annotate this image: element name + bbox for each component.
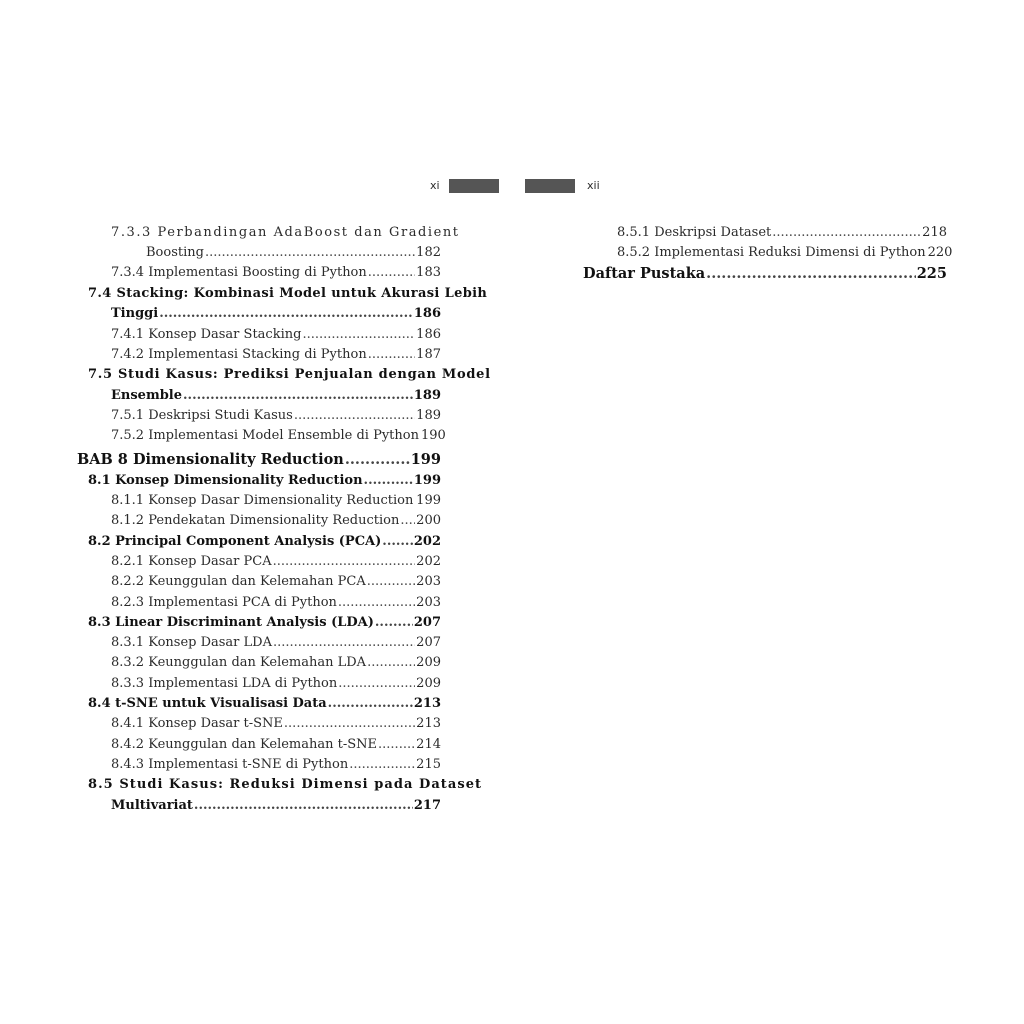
- leader-dots: [364, 473, 413, 488]
- leader-dots: [183, 388, 413, 403]
- toc-entry-8-5-cont[interactable]: [111, 798, 441, 813]
- toc-page: 190: [420, 428, 446, 443]
- toc-page: 187: [416, 347, 441, 362]
- toc-label: Boosting: [146, 245, 204, 260]
- toc-entry-8-1-1[interactable]: [111, 493, 441, 508]
- leader-dots: [273, 554, 416, 569]
- toc-entry-7-4-1[interactable]: [111, 327, 441, 342]
- toc-page: 183: [416, 265, 441, 280]
- right-header-bar: [525, 179, 575, 193]
- toc-label: 8.2.2 Keunggulan dan Kelemahan PCA: [111, 574, 366, 589]
- toc-label: 8.4 t-SNE untuk Visualisasi Data: [88, 696, 327, 711]
- leader-dots: [378, 737, 415, 752]
- toc-entry-7-3-4[interactable]: [111, 265, 441, 280]
- leader-dots: [345, 451, 410, 468]
- left-header-bar: [449, 179, 499, 193]
- toc-label: 8.3.2 Keunggulan dan Kelemahan LDA: [111, 655, 367, 670]
- toc-chapter-daftar-pustaka[interactable]: [583, 265, 947, 282]
- toc-page: 203: [416, 595, 441, 610]
- leader-dots: [338, 676, 415, 691]
- toc-label: 7.5.2 Implementasi Model Ensemble di Python: [111, 428, 419, 443]
- left-page-number: xi: [430, 179, 440, 192]
- toc-entry-8-4[interactable]: [88, 696, 441, 711]
- leader-dots: [349, 757, 415, 772]
- toc-label: Tinggi: [111, 306, 159, 321]
- leader-dots: [414, 493, 415, 508]
- toc-entry-7-5-1[interactable]: [111, 408, 441, 423]
- leader-dots: [205, 245, 415, 260]
- toc-label: Ensemble: [111, 388, 183, 403]
- toc-entry-8-2-1[interactable]: [111, 554, 441, 569]
- leader-dots: [368, 347, 415, 362]
- toc-page: 202: [413, 534, 441, 549]
- toc-entry-7-4[interactable]: 7.4 Stacking: Kombinasi Model untuk Akurasi Lebih: [88, 286, 488, 301]
- toc-label: 8.1.1 Konsep Dasar Dimensionality Reduction: [111, 493, 414, 508]
- toc-chapter-bab-8[interactable]: [77, 451, 441, 468]
- toc-label: 8.5.2 Implementasi Reduksi Dimensi di Python: [617, 245, 926, 260]
- leader-dots: [772, 225, 921, 240]
- toc-label: 8.2.1 Konsep Dasar PCA: [111, 554, 272, 569]
- toc-entry-8-2[interactable]: [88, 534, 441, 549]
- leader-dots: [284, 716, 415, 731]
- toc-page: 217: [413, 798, 441, 813]
- toc-entry-8-1-2[interactable]: [111, 513, 441, 528]
- toc-page: 207: [416, 635, 441, 650]
- toc-label: 8.4.1 Konsep Dasar t-SNE: [111, 716, 283, 731]
- toc-page: 209: [416, 676, 441, 691]
- toc-entry-8-2-2[interactable]: [111, 574, 441, 589]
- toc-page: 215: [416, 757, 441, 772]
- toc-label: 8.3.3 Implementasi LDA di Python: [111, 676, 338, 691]
- toc-label: 7.5.1 Deskripsi Studi Kasus: [111, 408, 293, 423]
- toc-label: Daftar Pustaka: [583, 265, 706, 282]
- toc-page: 189: [416, 408, 441, 423]
- toc-page: 189: [413, 388, 441, 403]
- toc-page: 218: [922, 225, 947, 240]
- toc-page: 199: [413, 473, 441, 488]
- toc-page: 200: [416, 513, 441, 528]
- toc-label: 8.1.2 Pendekatan Dimensionality Reduction: [111, 513, 400, 528]
- leader-dots: [368, 265, 415, 280]
- leader-dots: [338, 595, 415, 610]
- leader-dots: [375, 615, 413, 630]
- toc-label: 8.2 Principal Component Analysis (PCA): [88, 534, 382, 549]
- toc-entry-8-1[interactable]: [88, 473, 441, 488]
- leader-dots: [367, 574, 415, 589]
- toc-label: 8.5.1 Deskripsi Dataset: [617, 225, 772, 240]
- toc-page: 220: [927, 245, 953, 260]
- toc-label: 8.3 Linear Discriminant Analysis (LDA): [88, 615, 374, 630]
- leader-dots: [328, 696, 413, 711]
- toc-label: 7.4.1 Konsep Dasar Stacking: [111, 327, 302, 342]
- leader-dots: [194, 798, 413, 813]
- toc-entry-8-3-1[interactable]: [111, 635, 441, 650]
- toc-entry-8-5-2[interactable]: [617, 245, 953, 260]
- toc-page: 209: [416, 655, 441, 670]
- toc-page: 203: [416, 574, 441, 589]
- toc-entry-7-5[interactable]: 7.5 Studi Kasus: Prediksi Penjualan dengan Model: [88, 367, 491, 382]
- toc-page: 225: [916, 265, 947, 282]
- leader-dots: [294, 408, 415, 423]
- toc-page: 214: [416, 737, 441, 752]
- toc-entry-8-5-1[interactable]: [617, 225, 947, 240]
- toc-page: 207: [413, 615, 441, 630]
- toc-entry-7-5-cont[interactable]: [111, 388, 441, 403]
- toc-label: 8.3.1 Konsep Dasar LDA: [111, 635, 272, 650]
- toc-entry-8-4-1[interactable]: [111, 716, 441, 731]
- toc-page: 182: [416, 245, 441, 260]
- toc-label: 8.4.2 Keunggulan dan Kelemahan t-SNE: [111, 737, 378, 752]
- leader-dots: [273, 635, 415, 650]
- leader-dots: [367, 655, 415, 670]
- toc-label: Multivariat: [111, 798, 193, 813]
- toc-entry-7-4-2[interactable]: [111, 347, 441, 362]
- toc-page: 213: [416, 716, 441, 731]
- toc-label: 8.2.3 Implementasi PCA di Python: [111, 595, 337, 610]
- toc-entry-8-3-3[interactable]: [111, 676, 441, 691]
- toc-entry-8-5[interactable]: 8.5 Studi Kasus: Reduksi Dimensi pada Dataset: [88, 777, 483, 792]
- toc-entry-8-4-2[interactable]: [111, 737, 441, 752]
- toc-entry-7-3-3-cont[interactable]: [146, 245, 441, 260]
- toc-label: 7.4.2 Implementasi Stacking di Python: [111, 347, 367, 362]
- toc-label: 7.3.4 Implementasi Boosting di Python: [111, 265, 367, 280]
- leader-dots: [159, 306, 413, 321]
- toc-page: 213: [413, 696, 441, 711]
- toc-page: 202: [416, 554, 441, 569]
- toc-page: 186: [413, 306, 441, 321]
- toc-label: 8.4.3 Implementasi t-SNE di Python: [111, 757, 349, 772]
- toc-entry-8-3[interactable]: [88, 615, 441, 630]
- toc-page: 199: [416, 493, 441, 508]
- right-page-number: xii: [587, 179, 600, 192]
- leader-dots: [382, 534, 413, 549]
- leader-dots: [400, 513, 415, 528]
- toc-label: BAB 8 Dimensionality Reduction: [77, 451, 344, 468]
- toc-entry-7-3-3[interactable]: 7.3.3 Perbandingan AdaBoost dan Gradient: [111, 225, 460, 240]
- leader-dots: [706, 265, 916, 282]
- toc-entry-8-4-3[interactable]: [111, 757, 441, 772]
- toc-page: 199: [410, 451, 441, 468]
- toc-entry-8-2-3[interactable]: [111, 595, 441, 610]
- toc-label: 8.1 Konsep Dimensionality Reduction: [88, 473, 363, 488]
- toc-page: 186: [416, 327, 441, 342]
- toc-entry-7-5-2[interactable]: [111, 428, 446, 443]
- toc-entry-8-3-2[interactable]: [111, 655, 441, 670]
- toc-entry-7-4-cont[interactable]: [111, 306, 441, 321]
- leader-dots: [302, 327, 415, 342]
